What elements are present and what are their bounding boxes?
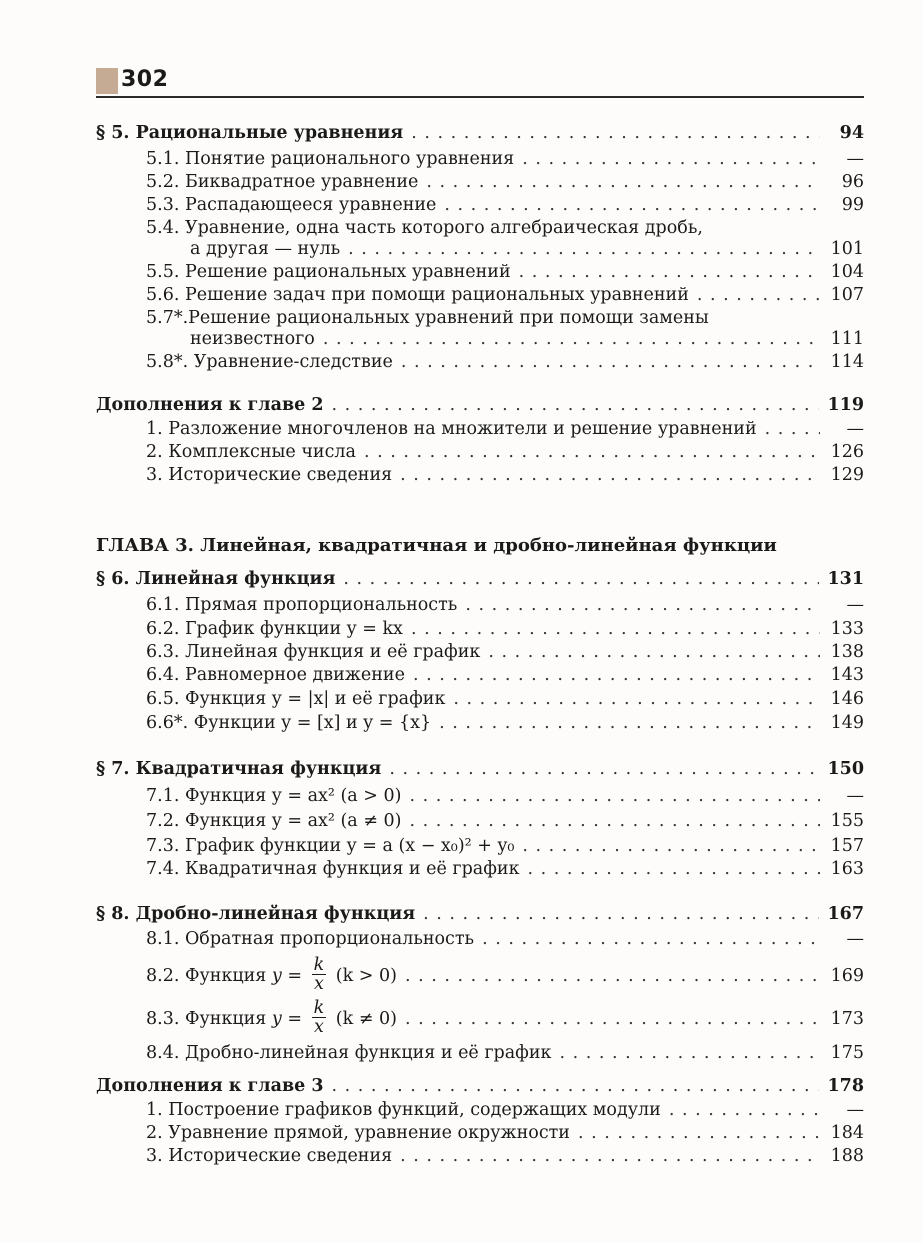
toc-entry [146, 1040, 864, 1066]
dot-leader [400, 462, 820, 488]
toc-entry-label: 7.3. График функции y = a (x − x₀)² + y₀ [146, 836, 515, 856]
toc-page-number: 146 [830, 689, 864, 709]
toc-entry-label: 5.3. Распадающееся уравнение [146, 195, 437, 215]
toc-page-number: 167 [827, 904, 864, 924]
toc-page-number: 119 [827, 395, 864, 415]
toc-entry-label: 7.1. Функция y = ax² (a > 0) [146, 786, 402, 806]
toc-entry-label: 3. Исторические сведения [146, 465, 393, 485]
toc-entry [146, 783, 864, 809]
toc-entry-label: ГЛАВА 3. Линейная, квадратичная и дробно-линейная функции [96, 535, 777, 556]
chapter-heading [96, 533, 864, 559]
dot-leader [453, 686, 820, 712]
dot-leader [409, 783, 820, 809]
toc-page-number: 104 [830, 262, 864, 282]
toc-page-number: — [846, 1100, 864, 1120]
toc-entry-label: 5.6. Решение задач при помощи рациональных уравнений [146, 285, 689, 305]
toc-page-number: 155 [830, 811, 864, 831]
toc-entry-label: 5.4. Уравнение, одна часть которого алгебраическая дробь, [146, 218, 703, 238]
toc-entry-label: 2. Комплексные числа [146, 442, 356, 462]
fraction-numerator: k [313, 955, 325, 975]
toc-entry [96, 120, 864, 146]
toc-page-number: 149 [830, 713, 864, 733]
toc-entry-label: 6.2. График функции y = kx [146, 619, 403, 639]
toc-page-number: — [846, 419, 864, 439]
dot-leader [389, 756, 819, 782]
toc-entry [146, 998, 864, 1037]
toc-entry-label: 8.1. Обратная пропорциональность [146, 929, 475, 949]
toc-entry-label: 6.4. Равномерное движение [146, 665, 405, 685]
toc-page-number: 175 [830, 1043, 864, 1063]
toc-entry [146, 856, 864, 882]
dot-leader [559, 1040, 820, 1066]
dot-leader [465, 592, 820, 618]
formula [266, 955, 397, 995]
toc-page-number: 101 [830, 239, 864, 259]
toc-entry-label: Дополнения к главе 2 [96, 395, 324, 415]
toc-page-number: 157 [830, 836, 864, 856]
formula-lhs: y = [266, 1009, 308, 1029]
toc-entry-label: § 6. Линейная функция [96, 569, 336, 589]
toc-entry-label: 6.3. Линейная функция и её график [146, 642, 481, 662]
page-header [96, 66, 864, 98]
toc-page-number: 126 [830, 442, 864, 462]
dot-leader [405, 963, 820, 989]
fraction [312, 956, 327, 993]
formula [266, 998, 397, 1038]
formula-condition: (k ≠ 0) [330, 1009, 397, 1029]
fraction-denominator: x [313, 1017, 324, 1037]
toc-entry [146, 808, 864, 834]
toc-entry-label: а другая — нуль [190, 239, 341, 259]
dot-leader [405, 1006, 820, 1032]
toc-entry [146, 1143, 864, 1169]
formula-condition: (k > 0) [330, 966, 397, 986]
toc-page-number: 173 [830, 1009, 864, 1029]
toc-entry [146, 710, 864, 736]
fraction-numerator: k [313, 998, 325, 1018]
toc-entry [146, 592, 864, 618]
toc-entry-label: 6.1. Прямая пропорциональность [146, 595, 458, 615]
dot-leader [401, 349, 820, 375]
toc-page-number: 138 [830, 642, 864, 662]
dot-leader [409, 808, 820, 834]
toc-entry-label: Дополнения к главе 3 [96, 1076, 324, 1096]
toc-entry [96, 901, 864, 927]
toc-entry [146, 349, 864, 375]
toc-page-number: 133 [830, 619, 864, 639]
toc-entry-label: 5.7*.Решение рациональных уравнений при помощи замены [146, 308, 709, 328]
fraction [312, 999, 327, 1036]
toc-entry-label: § 7. Квадратичная функция [96, 759, 382, 779]
toc-page-number: 129 [830, 465, 864, 485]
toc-page-number: 96 [841, 172, 864, 192]
toc-entry-label: 5.8*. Уравнение-следствие [146, 352, 393, 372]
dot-leader [413, 662, 820, 688]
toc-entry-label: 1. Построение графиков функций, содержащих модули [146, 1100, 661, 1120]
toc-entry [146, 662, 864, 688]
dot-leader [411, 120, 820, 146]
toc-entry-label: 5.2. Биквадратное уравнение [146, 172, 419, 192]
fraction-denominator: x [313, 974, 324, 994]
toc-entry [146, 955, 864, 994]
dot-leader [439, 710, 820, 736]
toc-entry-label: 1. Разложение многочленов на множители и решение уравнений [146, 419, 757, 439]
page-number: 302 [121, 67, 169, 92]
toc-page-number: — [846, 929, 864, 949]
toc-page-number: — [846, 595, 864, 615]
toc-entry [96, 566, 864, 592]
toc-entry [146, 926, 864, 952]
dot-leader [332, 1073, 820, 1099]
toc-entry-label: 6.5. Функция y = |x| и её график [146, 689, 446, 709]
toc-page-number: 143 [830, 665, 864, 685]
dot-leader [400, 1143, 820, 1169]
toc-page-number: 150 [827, 759, 864, 779]
toc-entry [146, 462, 864, 488]
toc-page-number: 111 [830, 329, 864, 349]
toc-entry [96, 1073, 864, 1099]
toc-entry-label: неизвестного [190, 329, 315, 349]
dot-leader [343, 566, 819, 592]
toc-entry-label: 8.2. Функция [146, 966, 267, 986]
dot-leader [332, 392, 820, 418]
dot-leader [482, 926, 820, 952]
toc-entry [96, 392, 864, 418]
toc-page-number: — [846, 149, 864, 169]
toc-page-number: 184 [830, 1123, 864, 1143]
header-tab-marker [96, 68, 118, 94]
toc-entry-label: 8.3. Функция [146, 1009, 267, 1029]
toc-page-number: 169 [830, 966, 864, 986]
toc-entry-label: 8.4. Дробно-линейная функция и её график [146, 1043, 552, 1063]
toc-page-number: 163 [830, 859, 864, 879]
toc-entry-label: 2. Уравнение прямой, уравнение окружности [146, 1123, 570, 1143]
toc-page-number: 107 [830, 285, 864, 305]
toc-page-number: 188 [830, 1146, 864, 1166]
toc-entry [146, 686, 864, 712]
formula-lhs: y = [266, 966, 308, 986]
toc-entry-label: 7.2. Функция y = ax² (a ≠ 0) [146, 811, 402, 831]
toc-page-number: 114 [830, 352, 864, 372]
toc-page-number: 178 [827, 1076, 864, 1096]
toc-page-number: 99 [841, 195, 864, 215]
toc-entry-label: 5.1. Понятие рационального уравнения [146, 149, 515, 169]
dot-leader [528, 856, 820, 882]
toc-page-number: 131 [827, 569, 864, 589]
toc-entry-label: 6.6*. Функции y = [x] и y = {x} [146, 713, 432, 733]
toc-entry-label: 3. Исторические сведения [146, 1146, 393, 1166]
toc-entry-label: § 8. Дробно-линейная функция [96, 904, 416, 924]
dot-leader [423, 901, 819, 927]
toc-page-number: 94 [839, 123, 864, 143]
toc-entry [96, 756, 864, 782]
toc-page-number: — [846, 786, 864, 806]
toc-entry-label: § 5. Рациональные уравнения [96, 123, 404, 143]
toc-entry-label: 5.5. Решение рациональных уравнений [146, 262, 511, 282]
toc-entry-label: 7.4. Квадратичная функция и её график [146, 859, 520, 879]
